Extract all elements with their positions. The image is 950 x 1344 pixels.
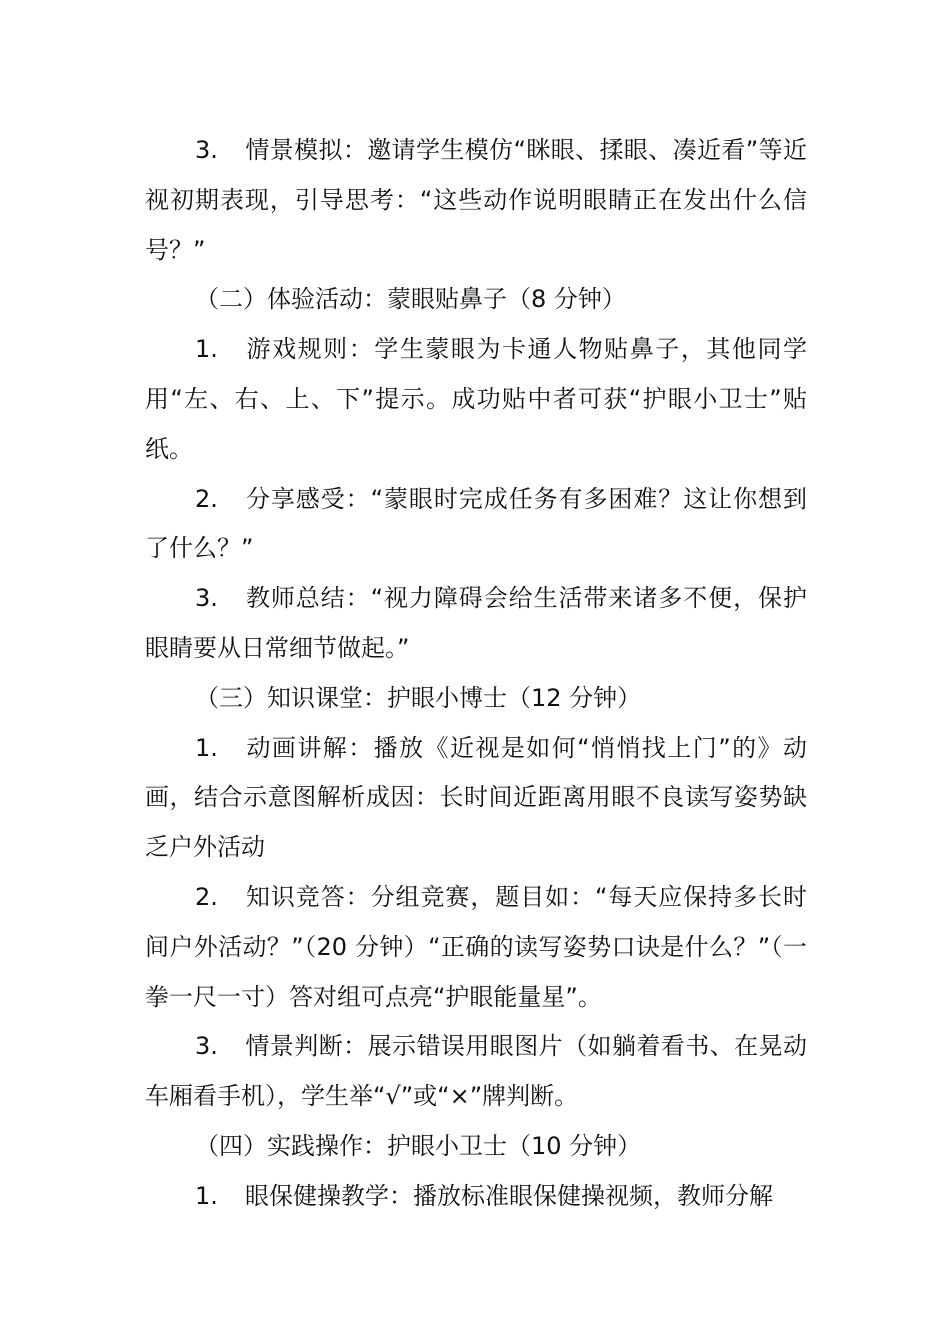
step-animation-explanation <box>145 724 807 873</box>
section-heading-practice: （四）实践操作：护眼小卫士（10 分钟） <box>195 1131 642 1160</box>
item-number: 1. <box>195 335 218 364</box>
document-page <box>145 126 807 1222</box>
step-situation-simulation <box>145 126 807 275</box>
item-text: 知识竞答：分组竞赛，题目如：“每天应保持多长时间户外活动？”（20 分钟）“正确的读写姿势口诀是什么？”（一拳一尺一寸）答对组可点亮“护眼能量星”。 <box>145 882 807 1011</box>
item-text: 游戏规则：学生蒙眼为卡通人物贴鼻子，其他同学用“左、右、上、下”提示。成功贴中者可获“护眼小卫士”贴纸。 <box>145 335 807 463</box>
item-text: 分享感受：“蒙眼时完成任务有多困难？这让你想到了什么？” <box>145 484 807 563</box>
step-eye-exercise-teaching <box>145 1172 807 1222</box>
item-text: 动画讲解：播放《近视是如何“悄悄找上门”的》动画，结合示意图解析成因：长时间近距离用眼不良读写姿势缺乏户外活动 <box>145 733 807 862</box>
step-knowledge-quiz <box>145 873 807 1022</box>
step-share-feelings <box>145 475 807 575</box>
item-number: 3. <box>195 136 218 164</box>
item-number: 1. <box>195 1181 218 1210</box>
step-situation-judgment <box>145 1022 807 1122</box>
step-teacher-summary <box>145 574 807 674</box>
section-heading-knowledge-class: （三）知识课堂：护眼小博士（12 分钟） <box>195 683 642 712</box>
item-text: 情景判断：展示错误用眼图片（如躺着看书、在晃动车厢看手机），学生举“√”或“×”牌判断。 <box>145 1032 807 1111</box>
step-game-rules <box>145 325 807 474</box>
item-text: 眼保健操教学：播放标准眼保健操视频，教师分解 <box>245 1181 773 1210</box>
item-number: 2. <box>195 484 218 513</box>
item-number: 3. <box>195 1032 218 1061</box>
item-text: 情景模拟：邀请学生模仿“眯眼、揉眼、凑近看”等近视初期表现，引导思考：“这些动作说明眼睛正在发出什么信号？” <box>145 136 807 264</box>
item-text: 教师总结：“视力障碍会给生活带来诸多不便，保护眼睛要从日常细节做起。” <box>145 584 807 662</box>
item-number: 1. <box>195 733 218 762</box>
item-number: 3. <box>195 584 218 613</box>
item-number: 2. <box>195 882 218 911</box>
section-heading-experience-activity: （二）体验活动：蒙眼贴鼻子（8 分钟） <box>195 285 626 314</box>
